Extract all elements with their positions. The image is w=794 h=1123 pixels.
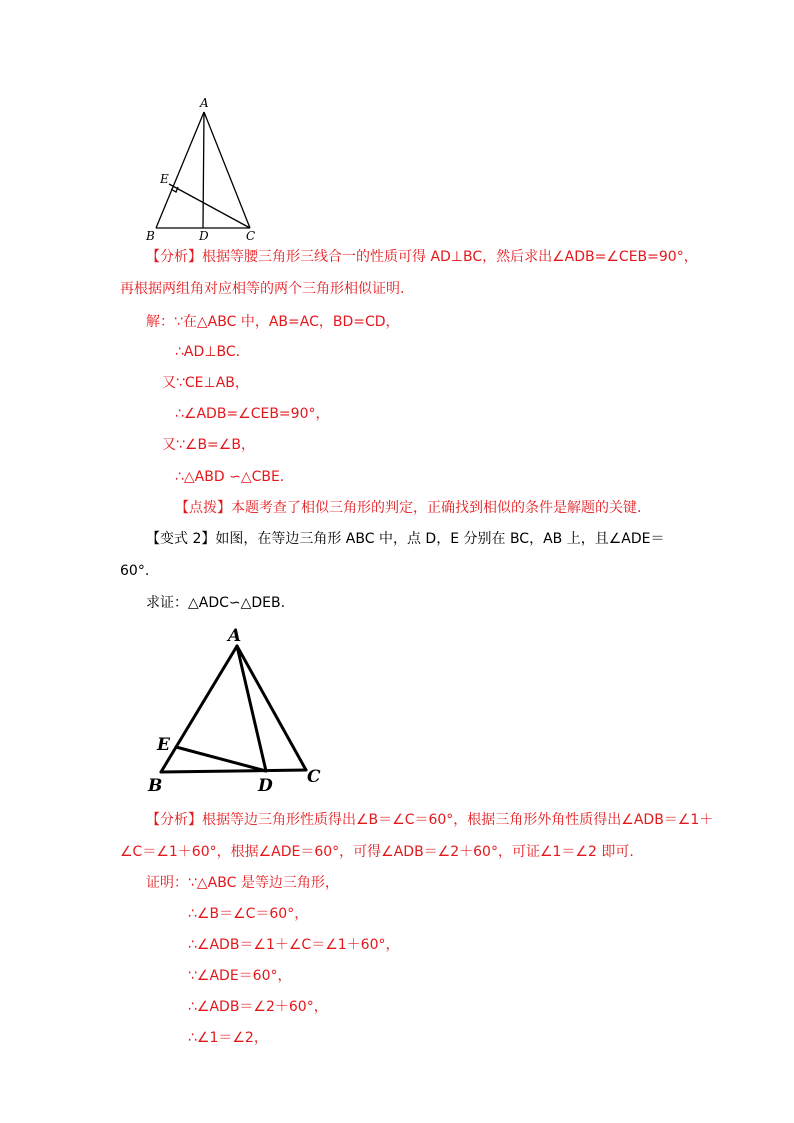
segment-ad xyxy=(203,112,204,228)
label-c: C xyxy=(246,229,256,242)
analysis-tag: 【分析】 xyxy=(146,812,202,828)
analysis-2-text: 根据等边三角形性质得出∠B＝∠C＝60°，根据三角形外角性质得出∠ADB＝∠1＋ xyxy=(202,812,714,828)
solution-line-6: ∴△ABD ∽△CBE. xyxy=(175,469,285,485)
segment-bc xyxy=(161,770,306,772)
label-b: B xyxy=(146,229,155,242)
label-c: C xyxy=(307,767,321,787)
solution-line-5: 又∵∠B=∠B， xyxy=(162,437,255,453)
variant-tag: 【变式 2】 xyxy=(146,531,216,547)
label-e: E xyxy=(157,735,170,755)
figure-isosceles-triangle xyxy=(140,92,270,242)
solution-line-4: ∴∠ADB=∠CEB=90°， xyxy=(175,406,330,422)
proof-line-1: 证明：∵△ABC 是等边三角形， xyxy=(146,875,339,891)
analysis-1-text: 根据等腰三角形三线合一的性质可得 AD⊥BC，然后求出∠ADB=∠CEB=90°， xyxy=(202,249,698,265)
variant-2-line-1 xyxy=(146,530,664,548)
proof-line-4: ∵∠ADE＝60°， xyxy=(188,968,292,984)
tip-text: 本题考查了相似三角形的判定，正确找到相似的条件是解题的关键. xyxy=(231,500,642,516)
label-a: A xyxy=(200,96,209,110)
solution-line-2: ∴AD⊥BC. xyxy=(175,344,241,360)
variant-2-line-2: 60°. xyxy=(120,563,150,579)
analysis-tag: 【分析】 xyxy=(146,249,202,265)
tip-line xyxy=(175,499,641,517)
label-d: D xyxy=(258,776,273,796)
proof-line-6: ∴∠1＝∠2， xyxy=(188,1030,268,1046)
proof-line-3: ∴∠ADB＝∠1＋∠C＝∠1＋60°， xyxy=(188,937,400,953)
segment-ce xyxy=(169,184,250,228)
analysis-2-line-1 xyxy=(146,811,713,829)
figure-equilateral-triangle xyxy=(140,624,330,796)
proof-line-5: ∴∠ADB＝∠2＋60°， xyxy=(188,999,328,1015)
proof-line-2: ∴∠B＝∠C＝60°， xyxy=(188,906,309,922)
variant-2-prove: 求证：△ADC∽△DEB. xyxy=(146,595,286,611)
segment-ab xyxy=(156,112,204,228)
solution-line-1: 解：∵在△ABC 中，AB=AC，BD=CD， xyxy=(146,314,400,330)
label-e: E xyxy=(160,172,169,186)
segment-ed xyxy=(176,747,266,771)
variant-text: 如图，在等边三角形 ABC 中，点 D，E 分别在 BC，AB 上，且∠ADE＝ xyxy=(215,531,665,547)
analysis-1-line-1 xyxy=(146,248,698,266)
analysis-1-line-2: 再根据两组角对应相等的两个三角形相似证明. xyxy=(120,281,405,297)
segment-ad xyxy=(237,646,266,771)
label-a: A xyxy=(228,626,242,646)
label-d: D xyxy=(199,229,209,242)
segment-ac xyxy=(237,646,306,770)
segment-ac xyxy=(204,112,250,228)
solution-line-3: 又∵CE⊥AB， xyxy=(162,375,249,391)
analysis-2-line-2: ∠C＝∠1＋60°，根据∠ADE＝60°，可得∠ADB＝∠2＋60°，可证∠1＝∠2 即可. xyxy=(120,844,634,860)
tip-tag: 【点拨】 xyxy=(175,500,231,516)
label-b: B xyxy=(148,776,163,796)
